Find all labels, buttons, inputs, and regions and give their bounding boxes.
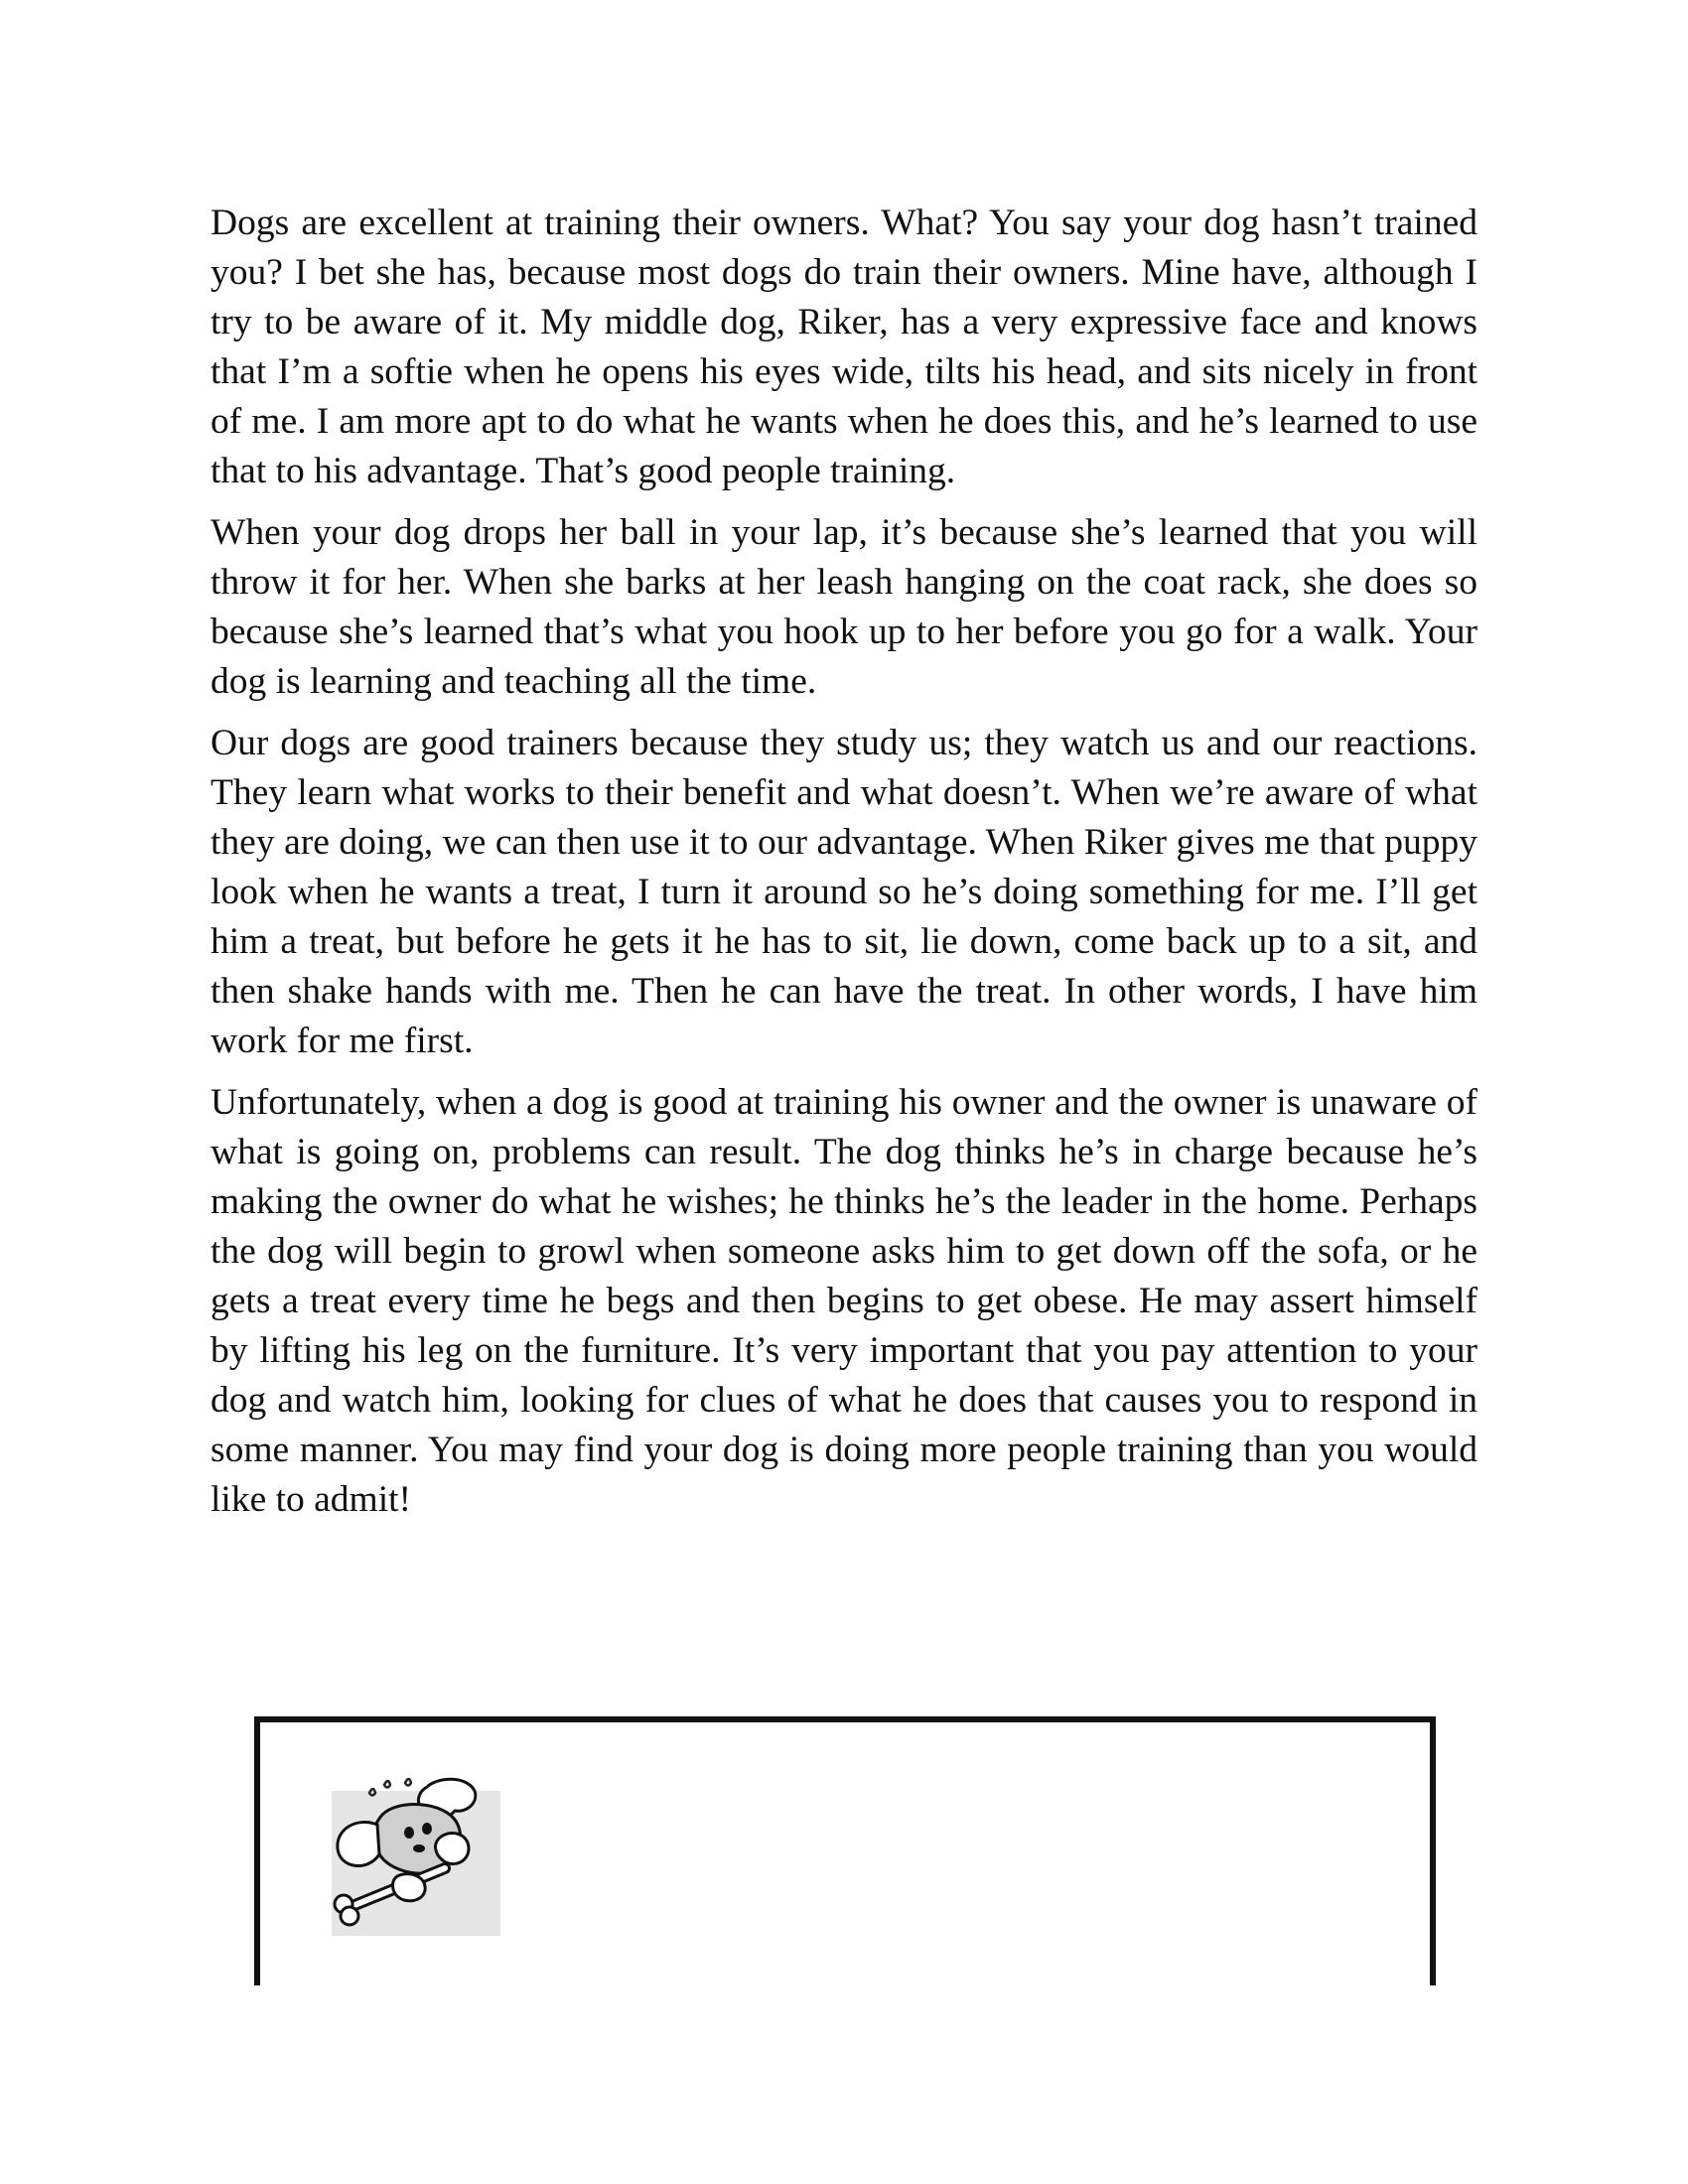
paragraph-3: Our dogs are good trainers because they study us; they watch us and our reactions. They learn what works to their benefit and what doesn’t. When we’re aware of what they are doing, we can then use it to our advantage. When Riker gives me that puppy look when he wants a treat, I turn it around so he’s doing something for me. I’ll get him a treat, but before he gets it he has to sit, lie down, come back up to a sit, and then shake hands with me. Then he can have the treat. In other words, I have him work for me first. (211, 723, 1477, 1061)
paragraph-4: Unfortunately, when a dog is good at training his owner and the owner is unaware of what is going on, problems can result. The dog thinks he’s in charge because he’s making the owner do what he wishes; he thinks he’s the leader in the home. Perhaps the dog will begin to growl when someone asks him to get down off the sofa, or he gets a treat every time he begs and then begins to get obese. He may assert himself by lifting his leg on the furniture. It’s very important that you pay attention to your dog and watch him, looking for clues of what he does that causes you to respond in some manner. You may find your dog is doing more people training than you would like to admit! (211, 1082, 1477, 1520)
paragraph-1: Dogs are excellent at training their owners. What? You say your dog hasn’t trained you? I bet she has, because most dogs do train their owners. Mine have, although I try to be aware of it. My middle dog, Riker, has a very expressive face and knows that I’m a softie when he opens his eyes wide, tilts his head, and sits nicely in front of me. I am more apt to do what he wants when he does this, and he’s learned to use that to his advantage. That’s good people training. (211, 203, 1477, 491)
dog-with-bone-icon (328, 1777, 501, 1936)
body-text (211, 199, 1477, 1537)
paragraph-2: When your dog drops her ball in your lap, it’s because she’s learned that you will throw it for her. When she barks at her leash hanging on the coat rack, she does so because she’s learned that’s what you hook up to her before you go for a walk. Your dog is learning and teaching all the time. (211, 512, 1477, 702)
